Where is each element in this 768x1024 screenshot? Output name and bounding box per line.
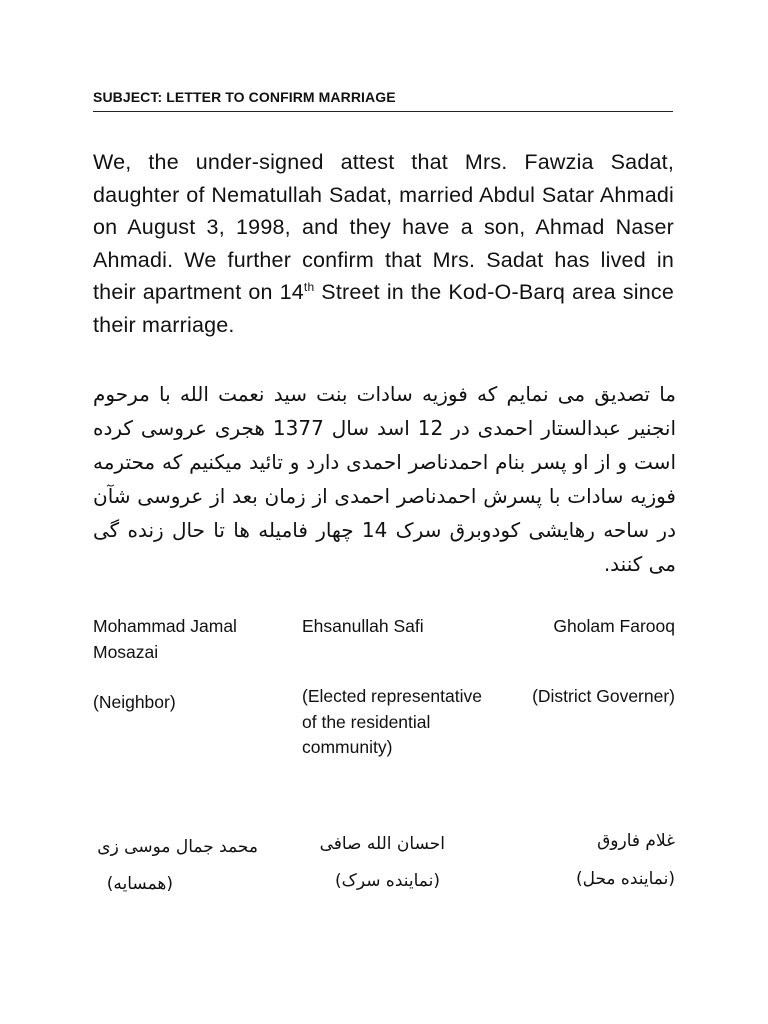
- signatory-1-name-fa: محمد جمال موسی زی: [97, 837, 258, 857]
- persian-attestation-paragraph: ما تصدیق می نمایم که فوزیه سادات بنت سید نعمت الله با مرحوم انجنیر عبدالستار احمدی در 12 اسد سال 1377 هجری عروسی کرده است و از او پسر بنام احمدناصر احمدی دارد و تائید میکنیم که محترمه فوزیه سادات با پسرش احمدناصر احمدی از زمان بعد از عروسی شآن در ساحه رهایشی کودوبرق سرک 14 چهار فامیله ها تا حال زنده گی می کنند.: [93, 382, 676, 576]
- signatory-1-role-fa: (همسایه): [106, 874, 173, 894]
- signatory-1-role-en: (Neighbor): [93, 692, 176, 712]
- signatory-1-name-en: Mohammad Jamal Mosazai: [93, 616, 237, 662]
- english-body-text-end: Street in the Kod-O-Barq area since their marriage.: [93, 280, 674, 337]
- signatory-2-role-fa: (نماینده سرک): [335, 871, 440, 891]
- signatory-2-role-en: (Elected representative of the residential community): [302, 686, 482, 757]
- ordinal-suffix: th: [303, 280, 315, 294]
- signatory-3-name-en: Gholam Farooq: [553, 616, 675, 636]
- signatory-2-name-en: Ehsanullah Safi: [302, 616, 424, 636]
- english-body-text: We, the under-signed attest that Mrs. Fawzia Sadat, daughter of Nematullah Sadat, married Abdul Satar Ahmadi on August 3, 1998, and they have a son, Ahmad Naser Ahmadi. We further confirm that Mrs. Sadat has lived in their apartment on 14: [93, 150, 674, 304]
- signatory-3-role-en: (District Governer): [532, 686, 675, 706]
- signatory-3-name-fa: غلام فاروق: [597, 831, 675, 851]
- subject-heading: SUBJECT: LETTER TO CONFIRM MARRIAGE: [93, 89, 673, 112]
- english-attestation-paragraph: [93, 146, 674, 341]
- signatory-2-name-fa: احسان الله صافی: [319, 834, 445, 854]
- signatory-3-role-fa: (نماینده محل): [575, 869, 675, 889]
